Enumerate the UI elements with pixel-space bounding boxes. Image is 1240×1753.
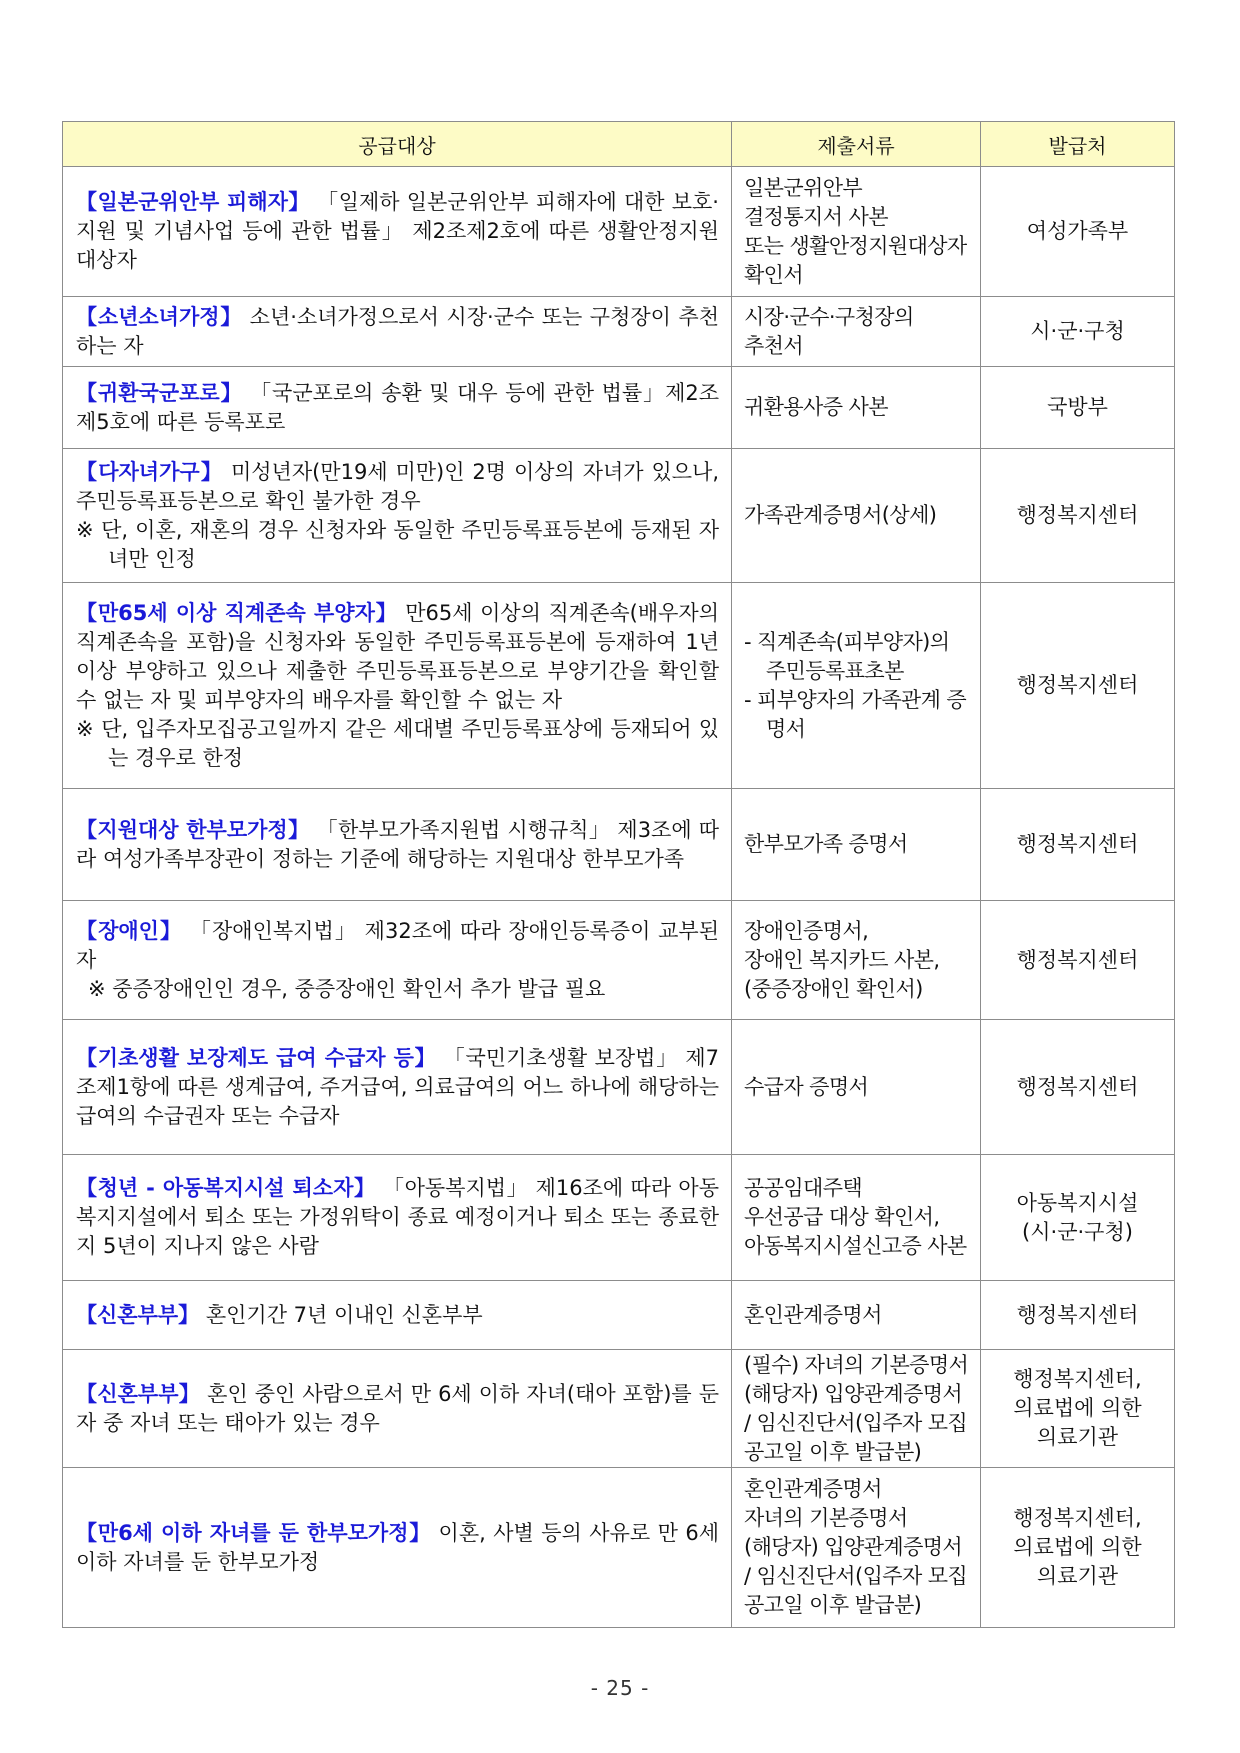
category-tag: 【다자녀가구】 [76, 459, 224, 484]
issuing-authority-cell [981, 167, 1175, 297]
document-line: 일본군위안부 [744, 175, 863, 200]
category-description: 「국민기초생활 보장법」 제7조제1항에 따른 생계급여, 주거급여, 의료급여의 어느 하나에 해당하는 급여의 수급권자 또는 수급자 [76, 1045, 719, 1128]
issuing-authority-cell [981, 583, 1175, 789]
issuer-line: 의료기관 [1036, 1564, 1119, 1588]
issuing-authority-cell [981, 367, 1175, 449]
supply-target-cell [63, 1468, 732, 1628]
category-description: 「국군포로의 송환 및 대우 등에 관한 법률」제2조 제5호에 따른 등록포로 [76, 380, 719, 434]
eligibility-note: ※ 단, 입주자모집공고일까지 같은 세대별 주민등록표상에 등재되어 있는 경우로 한정 [76, 716, 719, 770]
header-supply-target: 공급대상 [63, 122, 732, 167]
document-line: (중증장애인 확인서) [744, 976, 923, 1001]
issuing-authority-cell [981, 1281, 1175, 1350]
issuer-line: 의료기관 [1036, 1425, 1119, 1449]
page-number: - 25 - [590, 1676, 650, 1700]
required-documents-cell [732, 367, 981, 449]
table-row [63, 1020, 1175, 1155]
table-row [63, 1468, 1175, 1628]
issuing-authority-cell [981, 297, 1175, 367]
document-line: 혼인관계증명서 [744, 1302, 882, 1327]
category-tag: 【지원대상 한부모가정】 [76, 817, 310, 842]
document-line: 결정통지서 사본 [744, 204, 888, 229]
supply-target-cell [63, 1020, 732, 1155]
table-row [63, 901, 1175, 1020]
document-line: 또는 생활안정지원대상자 [744, 233, 967, 258]
document-line: - 피부양자의 가족관계 증명서 [744, 687, 967, 741]
document-line: 우선공급 대상 확인서, [744, 1205, 940, 1229]
supply-target-cell [63, 1155, 732, 1281]
required-documents-cell [732, 1350, 981, 1468]
supply-target-cell [63, 297, 732, 367]
issuing-authority-cell [981, 1020, 1175, 1155]
category-tag: 【귀환국군포로】 [76, 380, 243, 405]
document-line: 가족관계증명서(상세) [744, 503, 937, 527]
header-required-documents: 제출서류 [732, 122, 981, 167]
document-line: 자녀의 기본증명서 [744, 1506, 908, 1530]
document-line: 추천서 [744, 333, 804, 358]
document-line: 장애인 복지카드 사본, [744, 947, 940, 972]
supply-target-cell [63, 1281, 732, 1350]
category-description: 미성년자(만19세 미만)인 2명 이상의 자녀가 있으나, 주민등록표등본으로 확인 불가한 경우 [76, 459, 719, 513]
category-tag: 【기초생활 보장제도 급여 수급자 등】 [76, 1045, 437, 1070]
issuer-line: 의료법에 의한 [1013, 1535, 1142, 1559]
table-row [63, 789, 1175, 901]
table-row [63, 167, 1175, 297]
supply-target-cell [63, 583, 732, 789]
category-description: 「장애인복지법」 제32조에 따라 장애인등록증이 교부된 자 [76, 918, 719, 972]
issuer-line: 행정복지센터 [1016, 832, 1139, 856]
required-documents-cell [732, 583, 981, 789]
issuing-authority-cell [981, 449, 1175, 583]
issuer-line: 여성가족부 [1026, 219, 1129, 243]
issuer-line: 행정복지센터, [1013, 1367, 1142, 1391]
required-documents-cell [732, 1155, 981, 1281]
required-documents-cell [732, 167, 981, 297]
category-tag: 【신혼부부】 [76, 1302, 200, 1327]
category-description: 혼인 중인 사람으로서 만 6세 이하 자녀(태아 포함)를 둔 자 중 자녀 또는 태아가 있는 경우 [76, 1381, 719, 1435]
supply-target-cell [63, 167, 732, 297]
header-issuing-authority: 발급처 [981, 122, 1175, 167]
category-description: 「한부모가족지원법 시행규칙」 제3조에 따라 여성가족부장관이 정하는 기준에 해당하는 지원대상 한부모가족 [76, 817, 719, 871]
document-line: 시장·군수·구청장의 [744, 304, 914, 329]
supply-target-table [62, 121, 1175, 1628]
document-line: 확인서 [744, 262, 804, 287]
supply-target-cell [63, 789, 732, 901]
issuing-authority-cell [981, 901, 1175, 1020]
table-row [63, 583, 1175, 789]
document-line: / 임신진단서(입주자 모집 [744, 1410, 968, 1435]
document-line: 장애인증명서, [744, 918, 869, 943]
document-line: (해당자) 입양관계증명서 [744, 1535, 963, 1559]
issuing-authority-cell [981, 789, 1175, 901]
supply-target-cell [63, 449, 732, 583]
category-description: 이혼, 사별 등의 사유로 만 6세 이하 자녀를 둔 한부모가정 [76, 1520, 720, 1574]
supply-target-cell [63, 367, 732, 449]
table-header-row [63, 122, 1175, 167]
document-line: 한부모가족 증명서 [744, 832, 908, 856]
required-documents-cell [732, 789, 981, 901]
issuer-line: 아동복지시설 [1016, 1190, 1139, 1215]
document-line: 수급자 증명서 [744, 1074, 869, 1099]
category-description: 소년·소녀가정으로서 시장·군수 또는 구청장이 추천하는 자 [76, 304, 719, 358]
category-tag: 【장애인】 [76, 918, 183, 943]
eligibility-note: ※ 중증장애인인 경우, 중증장애인 확인서 추가 발급 필요 [88, 976, 606, 1001]
category-description: 「일제하 일본군위안부 피해자에 대한 보호·지원 및 기념사업 등에 관한 법률」 제2조제2호에 따른 생활안정지원대상자 [76, 190, 719, 272]
table-row [63, 449, 1175, 583]
document-line: - 직계존속(피부양자)의 주민등록표초본 [744, 629, 950, 683]
issuer-line: 행정복지센터 [1016, 947, 1139, 972]
issuing-authority-cell [981, 1350, 1175, 1468]
required-documents-cell [732, 1020, 981, 1155]
document-line: (해당자) 입양관계증명서 [744, 1381, 963, 1406]
table-row [63, 1281, 1175, 1350]
issuer-line: 행정복지센터 [1016, 1302, 1139, 1327]
issuer-line: (시·군·구청) [1022, 1219, 1133, 1244]
document-line: 귀환용사증 사본 [744, 395, 888, 419]
table-row [63, 367, 1175, 449]
category-tag: 【일본군위안부 피해자】 [76, 190, 310, 214]
supply-target-cell [63, 1350, 732, 1468]
issuing-authority-cell [981, 1468, 1175, 1628]
document-line: 혼인관계증명서 [744, 1477, 882, 1501]
eligibility-note: ※ 단, 이혼, 재혼의 경우 신청자와 동일한 주민등록표등본에 등재된 자녀만 인정 [76, 517, 719, 571]
category-tag: 【만65세 이상 직계존속 부양자】 [76, 600, 398, 625]
category-description: 「아동복지법」 제16조에 따라 아동복지지설에서 퇴소 또는 가정위탁이 종료 예정이거나 퇴소 또는 종료한 지 5년이 지나지 않은 사람 [76, 1176, 719, 1258]
issuer-line: 시·군·구청 [1030, 319, 1125, 343]
category-tag: 【신혼부부】 [76, 1381, 201, 1406]
category-tag: 【만6세 이하 자녀를 둔 한부모가정】 [76, 1520, 432, 1545]
issuer-line: 행정복지센터 [1016, 503, 1139, 527]
required-documents-cell [732, 449, 981, 583]
issuer-line: 의료법에 의한 [1013, 1396, 1142, 1420]
issuer-line: 행정복지센터 [1016, 673, 1139, 697]
supply-target-cell [63, 901, 732, 1020]
table-row [63, 1155, 1175, 1281]
required-documents-cell [732, 1281, 981, 1350]
document-line: 공공임대주택 [744, 1176, 863, 1200]
document-line: (필수) 자녀의 기본증명서 [744, 1352, 969, 1377]
category-tag: 【청년 - 아동복지시설 퇴소자】 [76, 1176, 376, 1200]
required-documents-cell [732, 901, 981, 1020]
category-description: 만65세 이상의 직계존속(배우자의 직계존속을 포함)을 신청자와 동일한 주민등록표등본에 등재하여 1년 이상 부양하고 있으나 제출한 주민등록표등본으로 부양기간을 확인할 수 없는 자 및 피부양자의 배우자를 확인할 수 없는 자 [76, 600, 719, 712]
issuer-line: 행정복지센터, [1013, 1506, 1142, 1530]
issuer-line: 국방부 [1047, 395, 1108, 419]
document-line: 공고일 이후 발급분) [744, 1593, 922, 1617]
issuing-authority-cell [981, 1155, 1175, 1281]
category-description: 혼인기간 7년 이내인 신혼부부 [205, 1302, 483, 1327]
document-line: 아동복지시설신고증 사본 [744, 1234, 967, 1258]
table-row [63, 297, 1175, 367]
issuer-line: 행정복지센터 [1016, 1074, 1139, 1099]
table-row [63, 1350, 1175, 1468]
document-line: 공고일 이후 발급분) [744, 1439, 922, 1464]
document-line: / 임신진단서(입주자 모집 [744, 1564, 968, 1588]
category-tag: 【소년소녀가정】 [76, 304, 243, 329]
required-documents-cell [732, 1468, 981, 1628]
required-documents-cell [732, 297, 981, 367]
